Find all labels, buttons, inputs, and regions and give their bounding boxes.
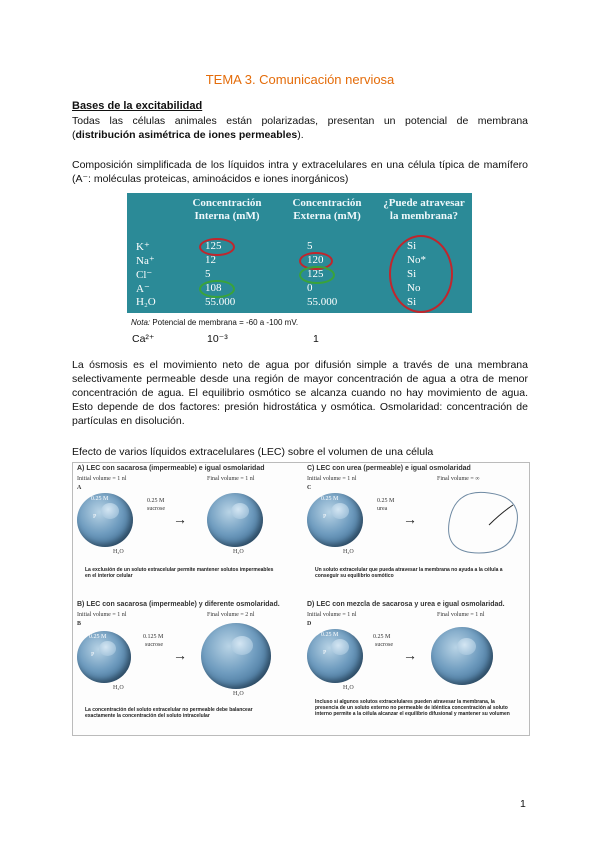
header-external: Concentración Externa (mM) bbox=[292, 197, 362, 222]
panel-title: D) LEC con mezcla de sacarosa y urea e igual osmolaridad. bbox=[307, 601, 505, 608]
initial-volume-label: Initial volume = 1 nl bbox=[307, 476, 357, 482]
permeable-cell: Si bbox=[407, 240, 417, 252]
figure-panel-b bbox=[73, 599, 299, 735]
paragraph-figure-intro: Efecto de varios líquidos extracelulares (LEC) sobre el volumen de una célula bbox=[72, 446, 434, 458]
red-highlight-ring bbox=[199, 238, 235, 256]
calcium-ion: Ca²⁺ bbox=[132, 333, 155, 345]
nucleus bbox=[231, 636, 253, 655]
outside-solute: sucrose bbox=[375, 642, 393, 648]
water-label: H₂O bbox=[343, 549, 354, 555]
panel-caption: Un soluto extracelular que pueda atravesar la membrana no ayuda a la célula a conseguir su equilibrio osmótico bbox=[315, 567, 503, 579]
swelling-cell-icon bbox=[429, 483, 525, 559]
paragraph-bold-text: distribución asimétrica de iones permeables bbox=[75, 129, 298, 141]
section-heading: Bases de la excitabilidad bbox=[72, 100, 203, 112]
initial-volume-label: Initial volume = 1 nl bbox=[77, 612, 127, 618]
ion-cell: H₂O bbox=[136, 296, 156, 308]
red-highlight-ring bbox=[389, 235, 453, 313]
permeable-cell: Si bbox=[407, 296, 417, 308]
outside-concentration: 0.25 M bbox=[377, 498, 395, 504]
calcium-external: 1 bbox=[313, 333, 319, 345]
page-number: 1 bbox=[520, 798, 526, 810]
water-label: H₂O bbox=[113, 549, 124, 555]
cell-after bbox=[207, 493, 263, 547]
external-cell: 5 bbox=[307, 240, 313, 252]
nucleus bbox=[457, 638, 476, 655]
water-label: H₂O bbox=[233, 691, 244, 697]
protein-label: P bbox=[323, 650, 327, 656]
water-label: H₂O bbox=[343, 685, 354, 691]
panel-letter: D bbox=[307, 621, 312, 627]
outside-concentration: 0.25 M bbox=[373, 634, 391, 640]
note-text: Potencial de membrana = -60 a -100 mV. bbox=[150, 318, 299, 327]
permeable-cell: No* bbox=[407, 254, 426, 266]
page-title: TEMA 3. Comunicación nerviosa bbox=[205, 72, 395, 87]
inside-concentration: 0.25 M bbox=[321, 496, 339, 502]
external-cell: 125 bbox=[307, 268, 324, 280]
arrow-icon: → bbox=[403, 647, 417, 663]
final-volume-label: Final volume = ∞ bbox=[437, 476, 480, 482]
panel-title: C) LEC con urea (permeable) e igual osmolaridad bbox=[307, 465, 471, 472]
internal-cell: 12 bbox=[205, 254, 216, 266]
outside-solute: sucrose bbox=[147, 506, 165, 512]
inside-concentration: 0.25 M bbox=[89, 634, 107, 640]
green-highlight-ring bbox=[299, 266, 335, 284]
final-volume-label: Final volume = 2 nl bbox=[207, 612, 255, 618]
note-label: Nota: bbox=[131, 318, 151, 327]
protein-label: P bbox=[323, 514, 327, 520]
panel-caption: La concentración del soluto extracelular no permeable debe balancear exactamente la concentración del soluto intracelular bbox=[85, 707, 253, 719]
nucleus bbox=[231, 503, 249, 519]
external-cell: 55.000 bbox=[307, 296, 338, 308]
paragraph-text-end: ). bbox=[297, 129, 304, 141]
arrow-icon: → bbox=[403, 511, 417, 527]
ion-cell: Cl⁻ bbox=[136, 269, 153, 281]
water-label: H₂O bbox=[233, 549, 244, 555]
final-volume-label: Final volume = 1 nl bbox=[207, 476, 255, 482]
permeable-cell: No bbox=[407, 282, 421, 294]
final-volume-label: Final volume = 1 nl bbox=[437, 612, 485, 618]
protein-label: P bbox=[93, 514, 97, 520]
protein-label: P bbox=[91, 652, 95, 658]
ion-cell: K⁺ bbox=[136, 241, 150, 253]
outside-concentration: 0.25 M bbox=[147, 498, 165, 504]
panel-title: B) LEC con sacarosa (impermeable) y diferente osmolaridad. bbox=[77, 601, 280, 608]
external-cell: 120 bbox=[307, 254, 324, 266]
external-cell: 0 bbox=[307, 282, 313, 294]
outside-concentration: 0.125 M bbox=[143, 634, 164, 640]
panel-letter: A bbox=[77, 485, 82, 491]
inside-concentration: 0.25 M bbox=[321, 632, 339, 638]
membrane-potential-note bbox=[131, 318, 298, 327]
panel-title: A) LEC con sacarosa (impermeable) e igual osmolaridad bbox=[77, 465, 265, 472]
water-label: H₂O bbox=[113, 685, 124, 691]
figure-panel-d bbox=[303, 599, 529, 735]
initial-volume-label: Initial volume = 1 nl bbox=[77, 476, 127, 482]
panel-letter: C bbox=[307, 485, 312, 491]
internal-cell: 5 bbox=[205, 268, 211, 280]
osmosis-figure bbox=[72, 462, 530, 736]
green-highlight-ring bbox=[199, 280, 235, 298]
cell-after bbox=[431, 627, 493, 685]
paragraph-composition: Composición simplificada de los líquidos intra y extracelulares en una célula típica de mamífero (A⁻: moléculas proteicas, aminoácidos e iones inorgánicos) bbox=[72, 159, 528, 185]
internal-cell: 108 bbox=[205, 282, 222, 294]
header-permeable: ¿Puede atravesar la membrana? bbox=[383, 197, 465, 222]
figure-panel-c bbox=[303, 463, 529, 599]
paragraph-osmosis: La ósmosis es el movimiento neto de agua por difusión simple a través de una membrana selectivamente permeable desde una región de mayor concentración de agua a otra de menor concentración de agua. El equilibrio osmótico se alcanza cuando no hay movimiento de agua. Esto depende de dos factores: presión hidrostática y osmótica. Osmolaridad: concentración de partículas en disolución. bbox=[72, 359, 528, 427]
arrow-icon: → bbox=[173, 511, 187, 527]
nucleus bbox=[331, 503, 349, 519]
internal-cell: 55.000 bbox=[205, 296, 236, 308]
panel-caption: Incluso si algunos solutos extracelulares pueden atravesar la membrana, la presencia de un soluto externo no permeable de idéntica concentración al soluto interno permite a la célula alcanzar el equilibrio difusional y mantener su volumen bbox=[315, 699, 510, 717]
initial-volume-label: Initial volume = 1 nl bbox=[307, 612, 357, 618]
outside-solute: sucrose bbox=[145, 642, 163, 648]
header-internal: Concentración Interna (mM) bbox=[192, 197, 262, 222]
nucleus bbox=[101, 503, 119, 519]
calcium-internal: 10⁻³ bbox=[207, 333, 228, 345]
panel-letter: B bbox=[77, 621, 82, 627]
ion-cell: Na⁺ bbox=[136, 255, 155, 267]
arrow-icon: → bbox=[173, 647, 187, 663]
permeable-cell: Si bbox=[407, 268, 417, 280]
figure-panel-a bbox=[73, 463, 299, 599]
outside-solute: urea bbox=[377, 506, 388, 512]
nucleus bbox=[331, 639, 349, 655]
internal-cell: 125 bbox=[205, 240, 222, 252]
paragraph-polarization bbox=[72, 114, 528, 142]
cell-after bbox=[201, 623, 271, 689]
nucleus bbox=[99, 641, 116, 656]
ion-cell: A⁻ bbox=[136, 283, 150, 295]
ion-concentration-table bbox=[127, 193, 472, 313]
paragraph-text: Todas las células animales están polarizadas, presentan un potencial de membrana ( bbox=[72, 115, 528, 141]
panel-caption: La exclusión de un soluto extracelular permite mantener solutos impermeables en el interior celular bbox=[85, 567, 274, 579]
inside-concentration: 0.25 M bbox=[91, 496, 109, 502]
